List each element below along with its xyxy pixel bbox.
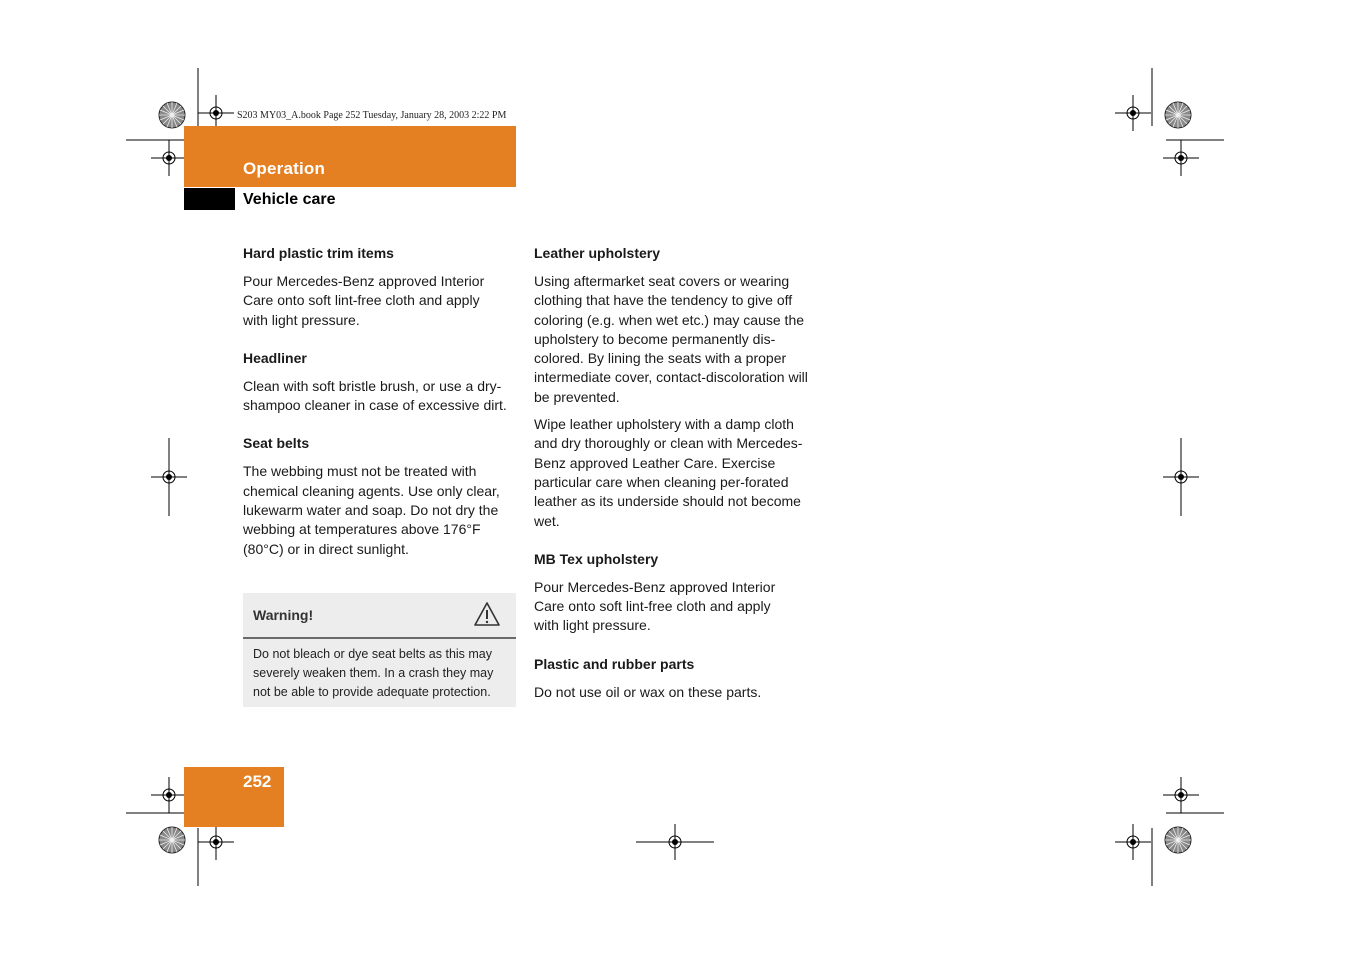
warning-header: [243, 593, 516, 639]
section-header-bar: [184, 126, 516, 187]
plastic-rubber-heading: Plastic and rubber parts: [534, 655, 695, 672]
leather-text-1: Using aftermarket seat covers or wearing clothing that have the tendency to give off coloring (e.g. when wet etc.) may cause the upholstery to become permanently dis-colored. By lining the seats with a proper intermediate cover, contact-discoloration will be prevented.: [534, 273, 808, 405]
seat-belts-heading: Seat belts: [243, 435, 310, 452]
leather-text-2: Wipe leather upholstery with a damp cloth and dry thoroughly or clean with Mercedes-Benz approved Leather Care. Exercise particular care when cleaning per-forated leather as its underside should not become wet.: [534, 416, 803, 529]
subsection-title: Vehicle care: [243, 191, 336, 208]
hard-plastic-heading: Hard plastic trim items: [243, 245, 394, 261]
right-column: [534, 244, 809, 710]
hard-plastic-text: Pour Mercedes-Benz approved Interior Care onto soft lint-free cloth and apply with light pressure.: [243, 273, 485, 328]
mbtex-text: Pour Mercedes-Benz approved Interior Care onto soft lint-free cloth and apply with light pressure.: [534, 578, 776, 634]
leather-heading: Leather upholstery: [534, 245, 661, 261]
left-column: [243, 244, 518, 567]
warning-text: Do not bleach or dye seat belts as this may severely weaken them. In a crash they may not be able to provide adequate protection.: [253, 647, 494, 699]
print-header: S203 MY03_A.book Page 252 Tuesday, January 28, 2003 2:22 PM: [237, 110, 507, 121]
mbtex-heading: MB Tex upholstery: [534, 550, 659, 567]
page-number: 252: [243, 772, 272, 791]
warning-triangle-icon: [473, 601, 501, 627]
subsection-marker: [184, 188, 235, 210]
headliner-heading: Headliner: [243, 349, 307, 366]
section-title: Operation: [243, 159, 326, 178]
headliner-text: Clean with soft bristle brush, or use a dry-shampoo cleaner in case of excessive dirt.: [243, 377, 507, 414]
seat-belts-text: The webbing must not be treated with chemical cleaning agents. Use only clear, lukewarm water and soap. Do not dry the webbing at temperatures above 176°F (80°C) or in direct sunlight.: [243, 463, 500, 557]
warning-title: Warning!: [253, 607, 314, 623]
warning-box: [243, 593, 516, 707]
plastic-rubber-text: Do not use oil or wax on these parts.: [534, 683, 762, 700]
